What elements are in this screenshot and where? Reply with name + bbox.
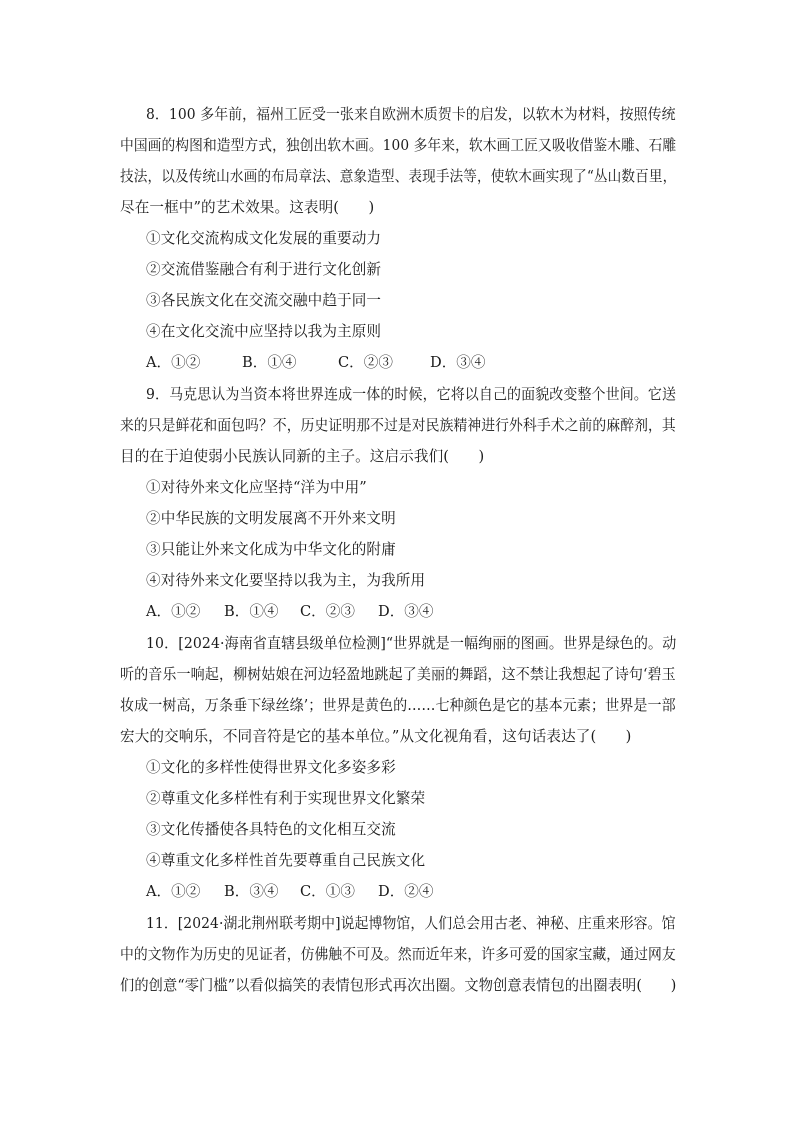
q11-line-1: 11．[2024·湖北荆州联考期中]说起博物馆，人们总会用古老、神秘、庄重来形容。馆 [146, 915, 676, 932]
q10-statement-4: ④尊重文化多样性首先要尊重自己民族文化 [146, 852, 426, 869]
q8-statement-3: ③各民族文化在交流交融中趋于同一 [146, 292, 382, 309]
q10-choice-c: C．①③ [300, 883, 355, 900]
q9-choice-b: B．①④ [224, 603, 279, 620]
q8-choice-d: D．③④ [430, 354, 486, 371]
q8-line-1: 8．100 多年前，福州工匠受一张来自欧洲木质贺卡的启发，以软木为材料，按照传统 [146, 106, 676, 123]
q8-statement-2: ②交流借鉴融合有利于进行文化创新 [146, 261, 382, 278]
q9-line-1: 9．马克思认为当资本将世界连成一体的时候，它将以自己的面貌改变整个世间。它送 [146, 386, 677, 403]
q10-statement-1: ①文化的多样性使得世界文化多姿多彩 [146, 759, 396, 776]
q8-statement-4: ④在文化交流中应坚持以我为主原则 [146, 323, 382, 340]
q9-choice-d: D．③④ [378, 603, 434, 620]
q10-choice-a: A．①② [146, 883, 201, 900]
q9-statement-1: ①对待外来文化应坚持“洋为中用” [146, 479, 367, 496]
q9-line-3: 目的在于迫使弱小民族认同新的主子。这启示我们( ) [120, 448, 485, 465]
q8-choices [146, 353, 485, 373]
q10-statement-2: ②尊重文化多样性有利于实现世界文化繁荣 [146, 790, 426, 807]
q10-line-1: 10．[2024·海南省直辖县级单位检测]“世界就是一幅绚丽的图画。世界是绿色的。动 [146, 635, 677, 652]
q8-line-3: 技法，以及传统山水画的布局章法、意象造型、表现手法等，使软木画实现了“丛山数百里， [120, 168, 677, 185]
q8-statement-1: ①文化交流构成文化发展的重要动力 [146, 230, 382, 247]
q11-line-2: 中的文物作为历史的见证者，仿佛触不可及。然而近年来，许多可爱的国家宝藏，通过网友 [120, 946, 676, 963]
q9-statement-4: ④对待外来文化要坚持以我为主，为我所用 [146, 572, 426, 589]
q8-line-2: 中国画的构图和造型方式，独创出软木画。100 多年来，软木画工匠又吸收借鉴木雕、石雕 [120, 137, 677, 154]
q10-choice-b: B．③④ [224, 883, 279, 900]
q9-statement-3: ③只能让外来文化成为中华文化的附庸 [146, 541, 396, 558]
q9-choice-a: A．①② [146, 603, 201, 620]
q9-choices [146, 602, 433, 622]
q8-line-4: 尽在一框中”的艺术效果。这表明( ) [120, 199, 375, 216]
q9-line-2: 来的只是鲜花和面包吗？不，历史证明那不过是对民族精神进行外科手术之前的麻醉剂，其 [120, 417, 676, 434]
q10-statement-3: ③文化传播使各具特色的文化相互交流 [146, 821, 396, 838]
q10-choice-d: D．②④ [378, 883, 434, 900]
q8-choice-c: C．②③ [338, 354, 393, 371]
q9-statement-2: ②中华民族的文明发展离不开外来文明 [146, 510, 396, 527]
q8-choice-b: B．①④ [242, 354, 297, 371]
q8-choice-a: A．①② [146, 354, 201, 371]
q10-line-2: 听的音乐一响起，柳树姑娘在河边轻盈地跳起了美丽的舞蹈，这不禁让我想起了诗句‘碧玉 [120, 666, 676, 683]
q11-line-3: 们的创意“零门槛”以看似搞笑的表情包形式再次出圈。文物创意表情包的出圈表明( ) [120, 977, 677, 994]
q10-line-3: 妆成一树高，万条垂下绿丝绦’；世界是黄色的……七种颜色是它的基本元素；世界是一部 [120, 697, 676, 714]
q9-choice-c: C．②③ [300, 603, 355, 620]
q10-choices [146, 882, 433, 902]
q10-line-4: 宏大的交响乐，不同音符是它的基本单位。”从文化视角看，这句话表达了( ) [120, 728, 632, 745]
